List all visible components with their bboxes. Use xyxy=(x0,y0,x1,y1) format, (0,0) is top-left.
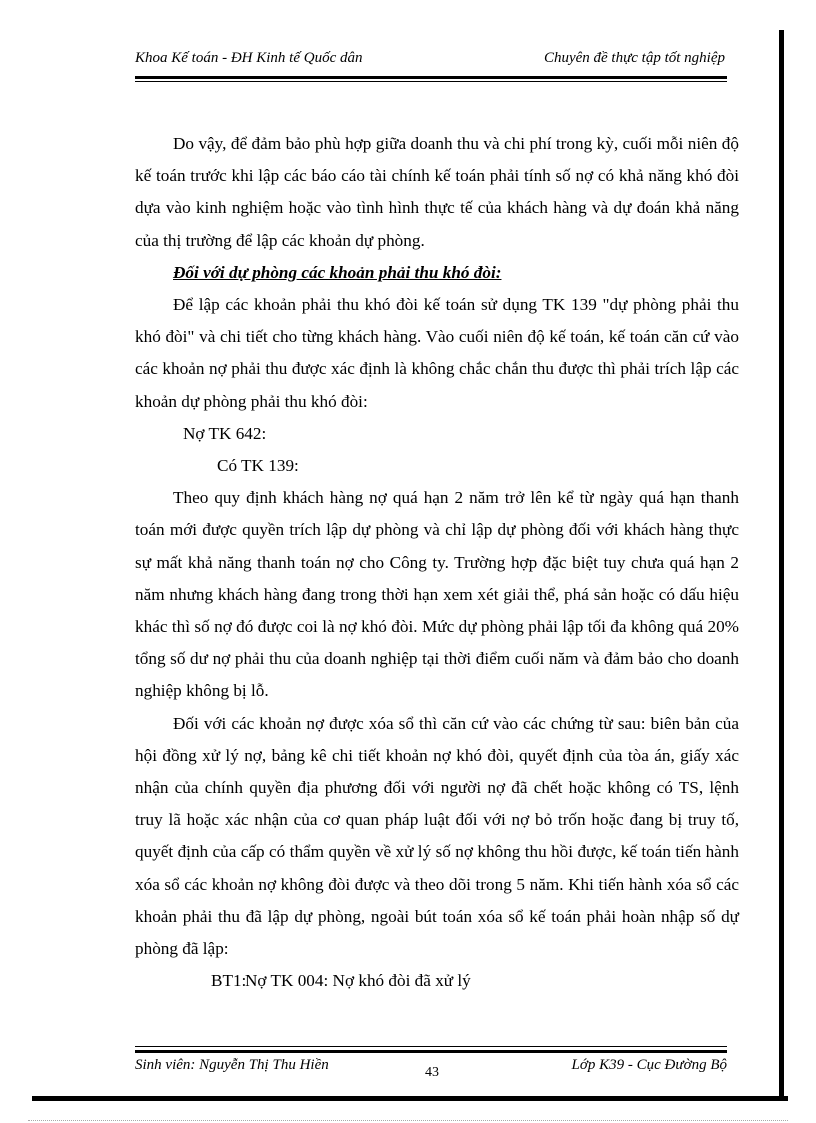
journal-entry-bt1 xyxy=(135,965,739,997)
page-body xyxy=(135,128,739,997)
page-border-right xyxy=(779,30,784,1096)
journal-entry-debit: Nợ TK 642: xyxy=(183,423,267,443)
section-heading xyxy=(135,257,739,289)
page-border-bottom xyxy=(32,1096,788,1101)
section-heading-text: Đối với dự phòng các khoản phải thu khó đòi: xyxy=(173,262,502,282)
page-footer xyxy=(135,1057,727,1085)
footer-rule-thick xyxy=(135,1050,727,1053)
header-rule-thick xyxy=(135,76,727,79)
page-header xyxy=(135,50,725,74)
page-number: 43 xyxy=(425,1065,439,1080)
journal-entry-credit: Có TK 139: xyxy=(217,456,299,476)
header-rule-thin xyxy=(135,81,727,82)
bt1-text: Nợ TK 004: Nợ khó đòi đã xử lý xyxy=(245,971,471,991)
footer-rule-thin xyxy=(135,1046,727,1047)
bt1-label: BT1: xyxy=(211,971,247,991)
paragraph-write-off: Đối với các khoản nợ được xóa sổ thì căn cứ vào các chứng từ sau: biên bản của hội đồng xử lý nợ, bảng kê chi tiết khoản nợ khó đòi, quyết định của tòa án, giấy xác nhận của chính quyền địa phương đối với người nợ đã chết hoặc không có TS, lệnh truy lã hoặc xác nhận của cơ quan pháp luật đối với nợ bỏ trốn hoặc đang bị truy tố, quyết định của cấp có thẩm quyền về xử lý số nợ không thu hồi được, kế toán tiến hành xóa sổ các khoản nợ không đòi được và theo dõi trong 5 năm. Khi tiến hành xóa sổ các khoản phải thu đã lập dự phòng, ngoài bút toán xóa sổ kế toán phải hoàn nhập số dự phòng đã lập: xyxy=(135,713,739,959)
paragraph-tk139: Để lập các khoản phải thu khó đòi kế toán sử dụng TK 139 "dự phòng phải thu khó đòi" và chi tiết cho từng khách hàng. Vào cuối niên độ kế toán, kế toán căn cứ vào các khoản nợ phải thu được xác định là không chắc chắn thu được thì phải trích lập các khoản dự phòng phải thu khó đòi: xyxy=(135,295,739,411)
paragraph-regulation: Theo quy định khách hàng nợ quá hạn 2 năm trở lên kể từ ngày quá hạn thanh toán mới được quyền trích lập dự phòng và chỉ lập dự phòng đối với khách hàng thực sự mất khả năng thanh toán nợ cho Công ty. Trường hợp đặc biệt tuy chưa quá hạn 2 năm nhưng khách hàng đang trong thời hạn xem xét giải thể, phá sản hoặc có dấu hiệu khác thì số nợ đó được coi là nợ khó đòi. Mức dự phòng phải lập tối đa không quá 20% tổng số dư nợ phải thu của doanh nghiệp tại thời điểm cuối năm và đảm bảo cho doanh nghiệp không bị lỗ. xyxy=(135,488,739,701)
header-report-title: Chuyên đề thực tập tốt nghiệp xyxy=(543,50,725,66)
paragraph-intro: Do vậy, để đảm bảo phù hợp giữa doanh thu và chi phí trong kỳ, cuối mỗi niên độ kế toán trước khi lập các báo cáo tài chính kế toán phải tính số nợ có khả năng khó đòi dựa vào kinh nghiệm hoặc vào tình hình thực tế của khách hàng và dự đoán khả năng của thị trường để lập các khoản dự phòng. xyxy=(135,134,739,250)
footer-student: Sinh viên: Nguyễn Thị Thu Hiền xyxy=(135,1057,329,1073)
page-edge-dotted xyxy=(28,1120,788,1121)
header-faculty: Khoa Kế toán - ĐH Kinh tế Quốc dân xyxy=(135,50,363,66)
footer-class: Lớp K39 - Cục Đường Bộ xyxy=(571,1057,727,1073)
